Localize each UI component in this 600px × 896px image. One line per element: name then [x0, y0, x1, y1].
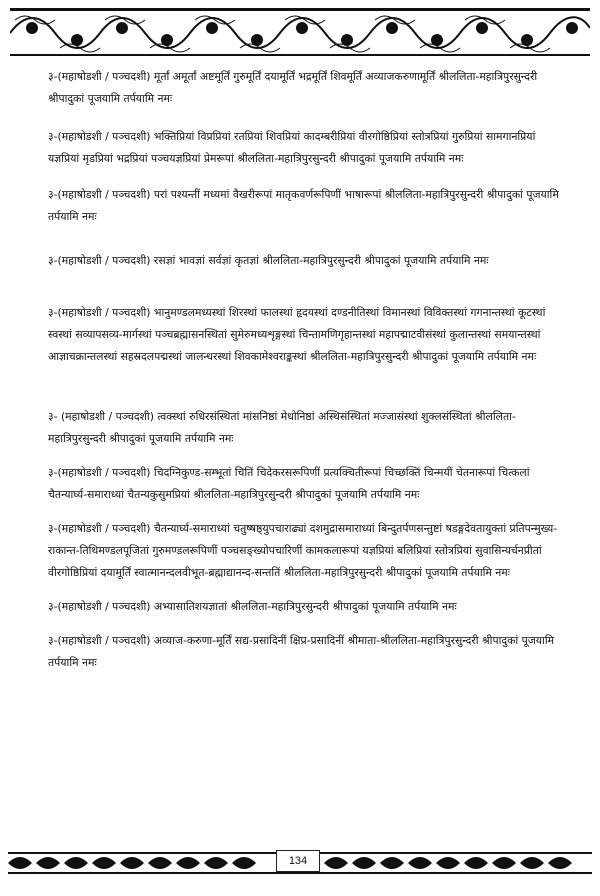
paragraph: ३-(महाषोडशी / पञ्चदशी) चिदग्निकुण्ड-सम्भूतां चितिं चिदेकरसरूपिणीं प्रत्यक्चितीरूपां चिच्छक्तिं चिन्मयीं चेतनारूपां चित्कलां चैतन्यार्घ्य-समाराध्यां चैतन्यकुसुमप्रियां श्रीललिता-महात्रिपुरसुन्दरी श्रीपादुकां पूजयामि तर्पयामि नमः: [48, 466, 530, 501]
paragraph: ३-(महाषोडशी / पञ्चदशी) भक्तिप्रियां विप्रप्रियां रतप्रियां शिवप्रियां कादम्बरीप्रियां वीरगोष्ठिप्रियां स्तोत्रप्रियां गुरुप्रियां सामगानप्रियां यज्ञप्रियां मृडप्रियां भद्रप्रियां पञ्चयज्ञप्रियां प्रेमरूपां श्रीललिता-महात्रिपुरसुन्दरी श्रीपादुकां पूजयामि तर्पयामि नमः: [48, 130, 536, 165]
paragraph: ३-(महाषोडशी / पञ्चदशी) भानुमण्डलमध्यस्थां शिरस्थां फालस्थां हृदयस्थां दण्डनीतिस्थां विमानस्थां विविक्तस्थां गगनान्तस्थां कूटस्थां स्वस्थां सव्यापसव्य-मार्गस्थां पञ्चब्रह्मासनस्थितां सुमेरुमध्यशृङ्गस्थां चिन्तामणिगृहान्तस्थां महापद्माटवीसंस्थां कुलान्तस्थां समयान्तस्थां आज्ञाचक्रान्तलस्थां सहस्रदलपद्मस्थां जालन्धरस्थां शिवकामेश्वराङ्कस्थां श्रीललिता-महात्रिपुरसुन्दरी श्रीपादुकां पूजयामि तर्पयामि नमः: [48, 306, 546, 363]
top-ornamental-border: [10, 8, 590, 58]
paragraph: ३- (महाषोडशी / पञ्चदशी) त्वक्स्थां रुधिरसंस्थितां मांसनिष्ठां मेधोनिष्ठां अस्थिसंस्थितां मज्जासंस्थां शुक्लसंस्थितां श्रीललिता-महात्रिपुरसुन्दरी श्रीपादुकां पूजयामि तर्पयामि नमः: [48, 410, 516, 445]
paragraph: ३-(महाषोडशी / पञ्चदशी) रसज्ञां भावज्ञां सर्वज्ञां कृतज्ञां श्रीललिता-महात्रिपुरसुन्दरी श्रीपादुकां पूजयामि तर्पयामि नमः: [48, 254, 489, 267]
paragraph: ३-(महाषोडशी / पञ्चदशी) अव्याज-करुणा-मूर्तिं सद्य-प्रसादिनीं क्षिप्र-प्रसादिनीं श्रीमाता-श्रीललिता-महात्रिपुरसुन्दरी श्रीपादुकां पूजयामि तर्पयामि नमः: [48, 634, 555, 669]
page-number: 134: [276, 850, 320, 872]
paragraph: ३-(महाषोडशी / पञ्चदशी) मूर्तां अमूर्तां अष्टमूर्तिं गुरुमूर्तिं दयामूर्तिं भद्रमूर्तिं शिवमूर्तिं अव्याजकरुणामूर्तिं श्रीललिता-महात्रिपुरसुन्दरी श्रीपादुकां पूजयामि तर्पयामि नमः: [48, 70, 538, 105]
document-body: [48, 66, 568, 674]
paragraph: ३-(महाषोडशी / पञ्चदशी) अभ्यासातिशयज्ञातां श्रीललिता-महात्रिपुरसुन्दरी श्रीपादुकां पूजयामि तर्पयामि नमः: [48, 600, 457, 613]
paragraph: ३-(महाषोडशी / पञ्चदशी) परां पश्यन्तीं मध्यमां वैखरीरूपां मातृकवर्णरूपिणीं भाषारूपां श्रीललिता-महात्रिपुरसुन्दरी श्रीपादुकां पूजयामि तर्पयामि नमः: [48, 188, 559, 223]
paragraph: ३-(महाषोडशी / पञ्चदशी) चैतन्यार्घ्य-समाराध्यां चतुष्षष्ठ्युपचाराढ्यां दशमुद्रासमाराध्यां बिन्दुतर्पणसन्तुष्टां षडङ्गदेवतायुक्तां प्रतिपन्मुख्य-राकान्त-तिथिमण्डलपूजितां गुरुमण्डलरूपिणीं पञ्चसङ्ख्योपचारिणीं कामकलारूपां यज्ञप्रियां बलिप्रियां स्तोत्रप्रियां सुवासिन्यर्चनप्रीतां वीरगोष्ठिप्रियां दयामूर्तिं स्वात्मानन्दलवीभूत-ब्रह्माद्यानन्द-सन्ततिं श्रीललिता-महात्रिपुरसुन्दरी श्रीपादुकां पूजयामि तर्पयामि नमः: [48, 522, 558, 579]
